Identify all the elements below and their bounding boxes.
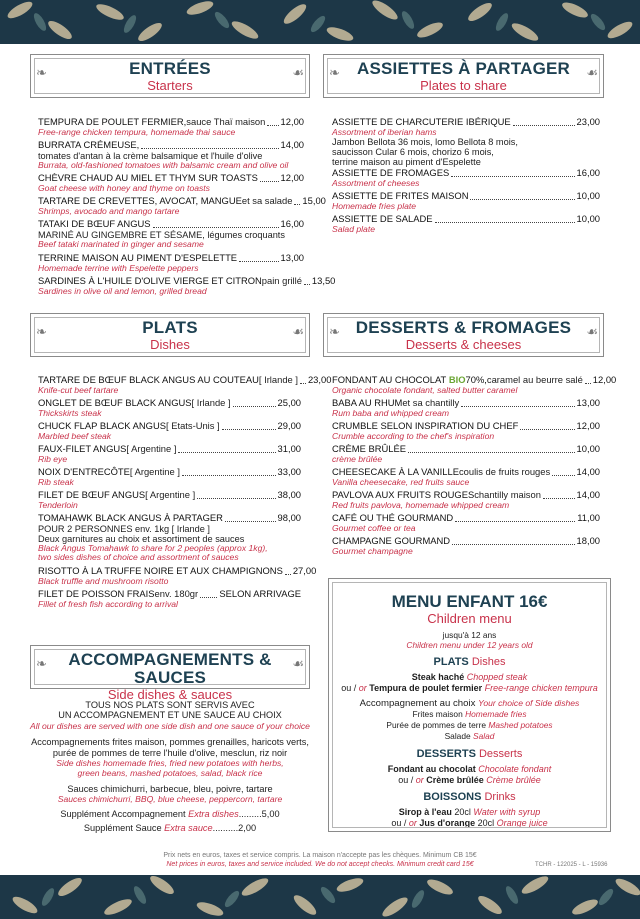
ornament-icon: ❧ xyxy=(36,65,47,80)
kids-side-line: Frites maison Homemade fries xyxy=(412,709,527,720)
footer-translation: Net prices in euros, taxes and service included. We do not accept checks. Minimum credit card 15€ xyxy=(166,860,474,868)
section-title: ACCOMPAGNEMENTS & SAUCES xyxy=(68,650,272,687)
item-name: ASSIETTE DE CHARCUTERIE IBÉRIQUE xyxy=(332,116,511,127)
ornament-icon: ☙ xyxy=(586,65,598,80)
section-title: DESSERTS & FROMAGES xyxy=(355,318,572,337)
item-translation: Marbled beef steak xyxy=(38,430,112,441)
item-name: RISOTTO À LA TRUFFE NOIRE ET AUX CHAMPIGNONS xyxy=(38,565,283,576)
item-desc: et sa salade xyxy=(241,195,293,206)
item-desc: [ Argentine ] xyxy=(126,443,177,454)
item-price: 18,00 xyxy=(576,535,600,546)
entrees-header xyxy=(30,54,310,98)
ornament-icon: ☙ xyxy=(292,65,304,80)
section-title: ASSIETTES À PARTAGER xyxy=(356,59,571,78)
item-name: PAVLOVA AUX FRUITS ROUGES xyxy=(332,489,475,500)
item-price: 12,00 xyxy=(280,116,304,127)
kids-side-line: Salade Salad xyxy=(444,730,495,741)
decorative-bottom-band xyxy=(0,875,640,919)
desserts-header xyxy=(323,313,604,357)
section-subtitle: Desserts & cheeses xyxy=(405,337,522,352)
item-extra: tomates d'antan à la crème balsamique et l'huile d'olive xyxy=(38,150,263,161)
item-price: 14,00 xyxy=(576,489,600,500)
item-translation: Rum baba and whipped cream xyxy=(332,407,450,418)
menu-item xyxy=(38,444,301,464)
item-translation: Gourmet champagne xyxy=(332,545,413,556)
item-price: 31,00 xyxy=(277,443,301,454)
sides-label: Accompagnements xyxy=(31,737,110,748)
bio-badge: BIO xyxy=(448,374,466,385)
item-desc: chantilly maison xyxy=(474,489,541,500)
kids-dish-line: ou / or Tempura de poulet fermier Free-range chicken tempura xyxy=(341,682,598,693)
sides-text: frites maison, pommes grenailles, haricots verts, xyxy=(109,737,309,748)
item-extra: Deux garnitures au choix et assortiment de sauces xyxy=(38,533,245,544)
menu-item xyxy=(38,467,301,487)
assiettes-header xyxy=(323,54,604,98)
item-price: 13,50 xyxy=(311,275,336,286)
menu-item xyxy=(332,467,600,487)
item-extra: Jambon Bellota 36 mois, lomo Bellota 8 mois, xyxy=(332,137,518,148)
ornament-icon: ☙ xyxy=(292,324,304,339)
item-desc: et sa chantilly xyxy=(402,397,460,408)
menu-item xyxy=(332,398,600,418)
item-name: CHÈVRE CHAUD AU MIEL ET THYM SUR TOASTS xyxy=(38,172,258,183)
item-name: ONGLET DE BŒUF BLACK ANGUS xyxy=(38,397,192,408)
item-translation: Black truffle and mushroom risotto xyxy=(38,575,169,586)
item-translation: Homemade terrine with Espelette peppers xyxy=(38,262,199,273)
section-subtitle: Side dishes & sauces xyxy=(107,687,233,702)
item-price: 11,00 xyxy=(577,512,600,523)
kids-menu-subtitle: Children menu xyxy=(427,611,512,626)
menu-item xyxy=(38,195,326,216)
item-translation: Crumble according to the chef's inspiration xyxy=(332,430,495,441)
item-price: 13,00 xyxy=(280,252,304,263)
kids-desserts-heading: DESSERTS Desserts xyxy=(416,747,523,760)
sauces-label: Sauces xyxy=(67,783,98,794)
kids-dishes-heading: PLATS Dishes xyxy=(433,656,506,668)
item-translation: Burrata, old-fashioned tomatoes with balsamic cream and olive oil xyxy=(38,159,289,170)
item-name: CHEESECAKE À LA VANILLE xyxy=(332,466,459,477)
item-desc: [ Irlande ] xyxy=(191,397,231,408)
section-subtitle: Plates to share xyxy=(420,78,507,93)
menu-item xyxy=(332,117,600,167)
item-name: TEMPURA DE POULET FERMIER, xyxy=(38,116,187,127)
item-desc: caramel au beurre salé xyxy=(486,374,583,385)
item-name: CRÈME BRÛLÉE xyxy=(332,443,406,454)
item-extra: POUR 2 PERSONNES env. 1kg [ Irlande ] xyxy=(38,523,210,534)
kids-menu-title: MENU ENFANT 16€ xyxy=(391,592,548,611)
item-name: FAUX-FILET ANGUS xyxy=(38,443,127,454)
item-price: 98,00 xyxy=(277,512,301,523)
menu-item xyxy=(332,490,600,510)
item-translation: Knife-cut beef tartare xyxy=(38,384,119,395)
item-name: ASSIETTE DE SALADE xyxy=(332,213,433,224)
menu-item xyxy=(38,565,317,586)
item-price: 10,00 xyxy=(576,190,600,201)
item-name: TERRINE MAISON AU PIMENT D'ESPELETTE xyxy=(38,252,238,263)
kids-dessert-line: Fondant au chocolat Chocolate fondant xyxy=(387,763,552,774)
section-subtitle: Starters xyxy=(147,78,193,93)
kids-dish-line: Steak haché Chopped steak xyxy=(411,672,528,682)
item-name: TARTARE DE BŒUF BLACK ANGUS AU COUTEAU xyxy=(38,374,259,385)
item-price: 13,00 xyxy=(576,397,600,408)
item-translation: Assortment of cheeses xyxy=(332,177,420,188)
sauces-text: chimichurri, barbecue, bleu, poivre, tartare xyxy=(98,783,273,794)
menu-item xyxy=(332,513,600,533)
item-name: FILET DE BŒUF ANGUS xyxy=(38,489,146,500)
item-translation: Rib steak xyxy=(38,476,74,487)
item-translation: Tenderloin xyxy=(38,499,78,510)
menu-item xyxy=(38,589,301,609)
ornament-icon: ☙ xyxy=(292,656,304,671)
ornament-icon: ❧ xyxy=(329,324,340,339)
section-title: PLATS xyxy=(142,318,198,337)
item-price: 29,00 xyxy=(277,420,301,431)
item-name: TARTARE DE CREVETTES, AVOCAT, MANGUE xyxy=(38,195,242,206)
item-name: BABA AU RHUM xyxy=(332,397,403,408)
item-name: TATAKI DE BŒUF ANGUS xyxy=(38,218,151,229)
menu-item xyxy=(332,444,600,464)
item-translation: Gourmet coffee or tea xyxy=(332,522,416,533)
item-translation: Thickskirts steak xyxy=(38,407,102,418)
menu-item xyxy=(38,253,304,273)
item-translation: Fillet of fresh fish according to arrival xyxy=(38,598,178,609)
item-translation: two sides dishes of choice and assortment of sauces xyxy=(38,552,239,563)
kids-side-line: Purée de pommes de terre Mashed potatoes xyxy=(386,720,553,731)
menu-item xyxy=(38,421,301,441)
item-name: 70%, xyxy=(465,374,487,385)
footer-note xyxy=(150,852,490,869)
item-extra: MARINÉ AU GINGEMBRE ET SÉSAME, légumes croquants xyxy=(38,229,285,240)
menu-item xyxy=(332,168,600,188)
item-name: ASSIETTE DE FROMAGES xyxy=(332,167,450,178)
item-price: 14,00 xyxy=(280,139,304,150)
menu-item xyxy=(38,140,304,170)
item-price: 33,00 xyxy=(277,466,301,477)
menu-item xyxy=(38,374,332,395)
item-price: 16,00 xyxy=(280,218,304,229)
item-name: SARDINES À L'HUILE D'OLIVE VIERGE ET CITRON xyxy=(38,275,262,286)
kids-dessert-line: ou / or Crème brûlée Crème brûlée xyxy=(398,774,541,785)
sides-text: purée de pommes de terre l'huile d'olive, mesclun, riz noir xyxy=(52,747,288,758)
menu-item xyxy=(332,536,600,556)
decorative-top-band xyxy=(0,0,640,44)
item-desc: [ Argentine ] xyxy=(145,489,196,500)
menu-item xyxy=(38,398,301,418)
item-name: CHUCK FLAP BLACK ANGUS xyxy=(38,420,166,431)
document-code: TCHR - 122025 - L - 15936 xyxy=(535,862,608,868)
section-title: ENTRÉES xyxy=(129,59,211,78)
sauces-line xyxy=(30,784,310,794)
item-translation: crème brûlée xyxy=(332,453,383,464)
item-price: 10,00 xyxy=(576,213,600,224)
menu-item xyxy=(38,173,304,193)
item-name: BURRATA CRÉMEUSE, xyxy=(38,139,140,150)
item-translation: Assortment of iberian hams xyxy=(332,126,437,137)
age-note-translation: Children menu under 12 years old xyxy=(406,639,533,650)
ornament-icon: ❧ xyxy=(329,65,340,80)
item-price: 38,00 xyxy=(277,489,301,500)
kids-drinks-heading: BOISSONS Drinks xyxy=(423,791,516,804)
sides-translation: Side dishes homemade fries, fried new potatoes with herbs, xyxy=(56,758,284,769)
sides-translation: green beans, mashed potatoes, salad, black rice xyxy=(77,768,263,779)
item-price: 23,00 xyxy=(307,374,332,385)
kids-drink-line: ou / or Jus d'orange 20cl Orange juice xyxy=(391,818,548,829)
item-desc: env. 180gr xyxy=(154,588,199,599)
item-price: 15,00 xyxy=(302,195,326,206)
item-price: 12,00 xyxy=(280,172,304,183)
ornament-icon: ❧ xyxy=(36,656,47,671)
item-price: 10,00 xyxy=(576,443,600,454)
item-name: TOMAHAWK BLACK ANGUS À PARTAGER xyxy=(38,512,223,523)
plats-header xyxy=(30,313,310,357)
menu-item xyxy=(38,513,301,563)
item-name: FONDANT AU CHOCOLAT xyxy=(332,374,447,385)
menu-item xyxy=(332,191,600,211)
item-extra: saucisson Cular 6 mois, chorizo 6 mois, xyxy=(332,147,494,158)
item-translation: Beef tataki marinated in ginger and sesame xyxy=(38,238,204,249)
kids-side-heading: Accompagnement au choix Your choice of Side dishes xyxy=(359,697,580,709)
item-price: 25,00 xyxy=(277,397,301,408)
menu-item xyxy=(38,275,336,296)
item-name: CRUMBLE SELON INSPIRATION DU CHEF xyxy=(332,420,519,431)
item-desc: [ Etats-Unis ] xyxy=(166,420,220,431)
item-translation: Vanilla cheesecake, red fruits sauce xyxy=(332,476,470,487)
intro-line: UN ACCOMPAGNEMENT ET UNE SAUCE AU CHOIX xyxy=(58,710,282,721)
item-desc: coulis de fruits rouges xyxy=(458,466,551,477)
extra-side-line: Supplément Accompagnement Extra dishes.........5,00 xyxy=(60,808,280,819)
item-desc: [ Argentine ] xyxy=(129,466,180,477)
item-translation: Free-range chicken tempura, homemade thai sauce xyxy=(38,126,236,137)
item-translation: Organic chocolate fondant, salted butter caramel xyxy=(332,384,518,395)
age-note: jusqu'à 12 ans xyxy=(442,630,497,640)
item-extra: terrine maison au piment d'Espelette xyxy=(332,157,481,168)
menu-item xyxy=(38,117,304,137)
menu-item xyxy=(332,421,600,441)
item-translation: Goat cheese with honey and thyme on toasts xyxy=(38,182,210,193)
item-translation: Rib eye xyxy=(38,453,68,464)
menu-item xyxy=(332,374,617,395)
ornament-icon: ☙ xyxy=(586,324,598,339)
sauces-translation: Sauces chimichurri, BBQ, blue cheese, peppercorn, tartare xyxy=(57,794,283,805)
item-price: 16,00 xyxy=(576,167,600,178)
menu-item xyxy=(38,490,301,510)
item-translation: Sardines in olive oil and lemon, grilled bread xyxy=(38,285,207,296)
kids-drink-line: Sirop à l'eau 20cl Water with syrup xyxy=(398,807,541,818)
item-name: CHAMPAGNE GOURMAND xyxy=(332,535,451,546)
item-desc: [ Irlande ] xyxy=(258,374,298,385)
item-translation: Salad plate xyxy=(332,223,376,234)
menu-item xyxy=(38,219,304,249)
extra-sauce-line: Supplément Sauce Extra sauce..........2,00 xyxy=(83,823,257,834)
item-price: 12,00 xyxy=(592,374,617,385)
item-price: SELON ARRIVAGE xyxy=(219,588,301,599)
item-name: CAFÉ OU THÉ GOURMAND xyxy=(332,512,454,523)
intro-line: TOUS NOS PLATS SONT SERVIS AVEC xyxy=(85,700,255,710)
intro-translation: All our dishes are served with one side dish and one sauce of your choice xyxy=(30,720,310,731)
menu-item xyxy=(332,214,600,234)
item-translation: Homemade fries plate xyxy=(332,200,417,211)
item-price: 23,00 xyxy=(576,116,600,127)
ornament-icon: ❧ xyxy=(36,324,47,339)
item-price: 12,00 xyxy=(576,420,600,431)
item-name: NOIX D'ENTRECÔTE xyxy=(38,466,130,477)
item-desc: sauce Thaï maison xyxy=(186,116,266,127)
item-translation: Black Angus Tomahawk to share for 2 peoples (approx 1kg), xyxy=(38,542,268,553)
item-translation: Shrimps, avocado and mango tartare xyxy=(38,205,180,216)
item-translation: Red fruits pavlova, homemade whipped cream xyxy=(332,499,510,510)
item-price: 14,00 xyxy=(576,466,600,477)
kids-menu-box xyxy=(328,578,611,832)
accompagnements-body xyxy=(30,700,310,833)
item-price: 27,00 xyxy=(292,565,317,576)
sides-line xyxy=(30,737,310,747)
section-subtitle: Dishes xyxy=(150,337,190,352)
item-name: ASSIETTE DE FRITES MAISON xyxy=(332,190,469,201)
accompagnements-header xyxy=(30,645,310,702)
item-name: FILET DE POISSON FRAIS xyxy=(38,588,155,599)
item-desc: pain grillé xyxy=(261,275,302,286)
footer-text: Prix nets en euros, taxes et service compris. La maison n'accepte pas les chèques. Minimum CB 15€ xyxy=(163,852,477,859)
